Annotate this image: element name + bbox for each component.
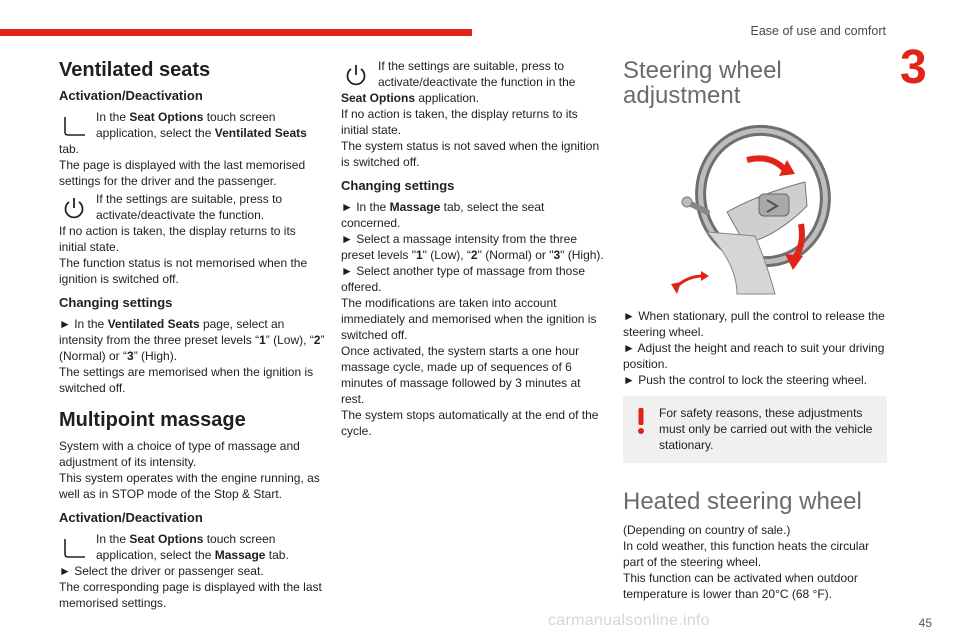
massage-b1-cont xyxy=(341,90,606,106)
ventilated-seats-heading: Ventilated seats xyxy=(59,59,211,81)
seat-options-label: Seat Options xyxy=(129,110,204,124)
massage-b2: If no action is taken, the display returns to its initial state. xyxy=(341,107,578,137)
ventilated-p4: If no action is taken, the display returns to its initial state. xyxy=(59,224,296,254)
text: tab. xyxy=(265,548,289,562)
massage-c2 xyxy=(341,231,606,263)
massage-step-touchscreen xyxy=(59,531,325,563)
ventilated-c2: The settings are memorised when the ignition is switched off. xyxy=(59,365,314,395)
header-accent-bar xyxy=(0,29,472,36)
massage-b1: If the settings are suitable, press to activate/deactivate the function in the xyxy=(378,59,576,89)
ventilated-p2: The page is displayed with the last memorised settings for the driver and the passenger. xyxy=(59,158,306,188)
touch-screen-icon xyxy=(59,533,89,563)
massage-changing-heading: Changing settings xyxy=(341,178,455,193)
chapter-title: Ease of use and comfort xyxy=(750,24,886,38)
text: Massage xyxy=(389,200,441,214)
steering-adjustment-heading: Steering wheel adjustment xyxy=(623,57,782,109)
safety-warning-text: For safety reasons, these adjustments must only be carried out with the vehicle stationary. xyxy=(659,406,873,452)
seat-options-label: Seat Options xyxy=(129,532,204,546)
page-number: 45 xyxy=(918,616,932,630)
text: application. xyxy=(415,91,480,105)
heated-h2: In cold weather, this function heats the circular part of the steering wheel. xyxy=(623,539,870,569)
massage-b3: The system status is not saved when the ignition is switched off. xyxy=(341,139,600,169)
multipoint-massage-heading: Multipoint massage xyxy=(59,409,246,431)
ventilated-p3: If the settings are suitable, press to activate/deactivate the function. xyxy=(96,192,283,222)
text: page, select an intensity from the three preset levels “ xyxy=(59,317,285,347)
text: " (Normal) or " xyxy=(477,248,554,262)
ventilated-changing-heading: Changing settings xyxy=(59,295,173,310)
text: ► In the xyxy=(341,200,390,214)
text: 2 xyxy=(313,333,321,347)
steering-s3: ► Push the control to lock the steering wheel. xyxy=(623,373,868,387)
power-icon xyxy=(341,60,371,90)
heated-h1: (Depending on country of sale.) xyxy=(623,523,791,537)
steering-s1: ► When stationary, pull the control to release the steering wheel. xyxy=(623,309,885,339)
steering-s2: ► Adjust the height and reach to suit your driving position. xyxy=(623,341,885,371)
massage-a2: ► Select the driver or passenger seat. xyxy=(59,564,264,578)
text: In the xyxy=(96,110,130,124)
text: " (High). xyxy=(560,248,604,262)
ventilated-step-power xyxy=(59,191,325,223)
column-left xyxy=(59,56,325,611)
ventilated-c1 xyxy=(59,316,325,364)
ventilated-p5: The function status is not memorised when the ignition is switched off. xyxy=(59,256,308,286)
text: " (Low), “ xyxy=(422,248,471,262)
massage-intro1: System with a choice of type of massage and adjustment of its intensity. xyxy=(59,439,300,469)
text: ” (Normal) or “ xyxy=(59,333,325,363)
text: 1 xyxy=(259,333,266,347)
text: 3 xyxy=(553,248,561,262)
text: 1 xyxy=(415,248,423,262)
text: 3 xyxy=(127,349,134,363)
massage-c6: The system stops automatically at the end of the cycle. xyxy=(341,408,599,438)
text: ► In the xyxy=(59,317,108,331)
chapter-number: 3 xyxy=(900,41,927,94)
text: touch screen application, select the xyxy=(96,532,276,562)
column-middle xyxy=(341,56,606,439)
watermark: carmanualsonline.info xyxy=(548,612,710,629)
ventilated-step-touchscreen xyxy=(59,109,325,141)
heated-steering-heading: Heated steering wheel xyxy=(623,488,862,515)
column-right xyxy=(623,56,887,602)
massage-tab-label: Massage xyxy=(214,548,266,562)
ventilated-seats-tab-label: Ventilated Seats xyxy=(214,126,307,140)
steering-wheel-illustration xyxy=(667,124,843,300)
text: 2 xyxy=(470,248,478,262)
touch-screen-icon xyxy=(59,111,89,141)
heated-h3: This function can be activated when outdoor temperature is lower than 20°C (68 °F). xyxy=(623,571,858,601)
massage-activation-heading: Activation/Deactivation xyxy=(59,510,203,525)
ventilated-activation-heading: Activation/Deactivation xyxy=(59,88,203,103)
massage-intro2: This system operates with the engine running, as well as in STOP mode of the Stop & Start. xyxy=(59,471,320,501)
power-icon xyxy=(59,193,89,223)
massage-c5: Once activated, the system starts a one hour massage cycle, made up of sequences of 6 minutes of massage followed by 3 minutes at rest. xyxy=(341,344,581,406)
text: Ventilated Seats xyxy=(107,317,200,331)
seat-options-label: Seat Options xyxy=(341,91,416,105)
text: ” (High). xyxy=(133,349,178,363)
text: ► Select a massage intensity from the three preset levels " xyxy=(341,232,577,262)
massage-a3: The corresponding page is displayed with the last memorised settings. xyxy=(59,580,322,610)
text: touch screen application, select the xyxy=(96,110,276,140)
text: In the xyxy=(96,532,130,546)
massage-c1 xyxy=(341,199,606,231)
ventilated-tab-word: tab. xyxy=(59,142,80,156)
text: tab, select the seat concerned. xyxy=(341,200,545,230)
text: ” (Low), “ xyxy=(265,333,314,347)
massage-c3: ► Select another type of massage from those offered. xyxy=(341,264,586,294)
warning-exclamation-icon xyxy=(633,407,649,439)
massage-step-power xyxy=(341,58,606,90)
safety-warning-note xyxy=(623,396,887,463)
massage-c4: The modifications are taken into account immediately and memorised when the ignition is switched off. xyxy=(341,296,597,342)
